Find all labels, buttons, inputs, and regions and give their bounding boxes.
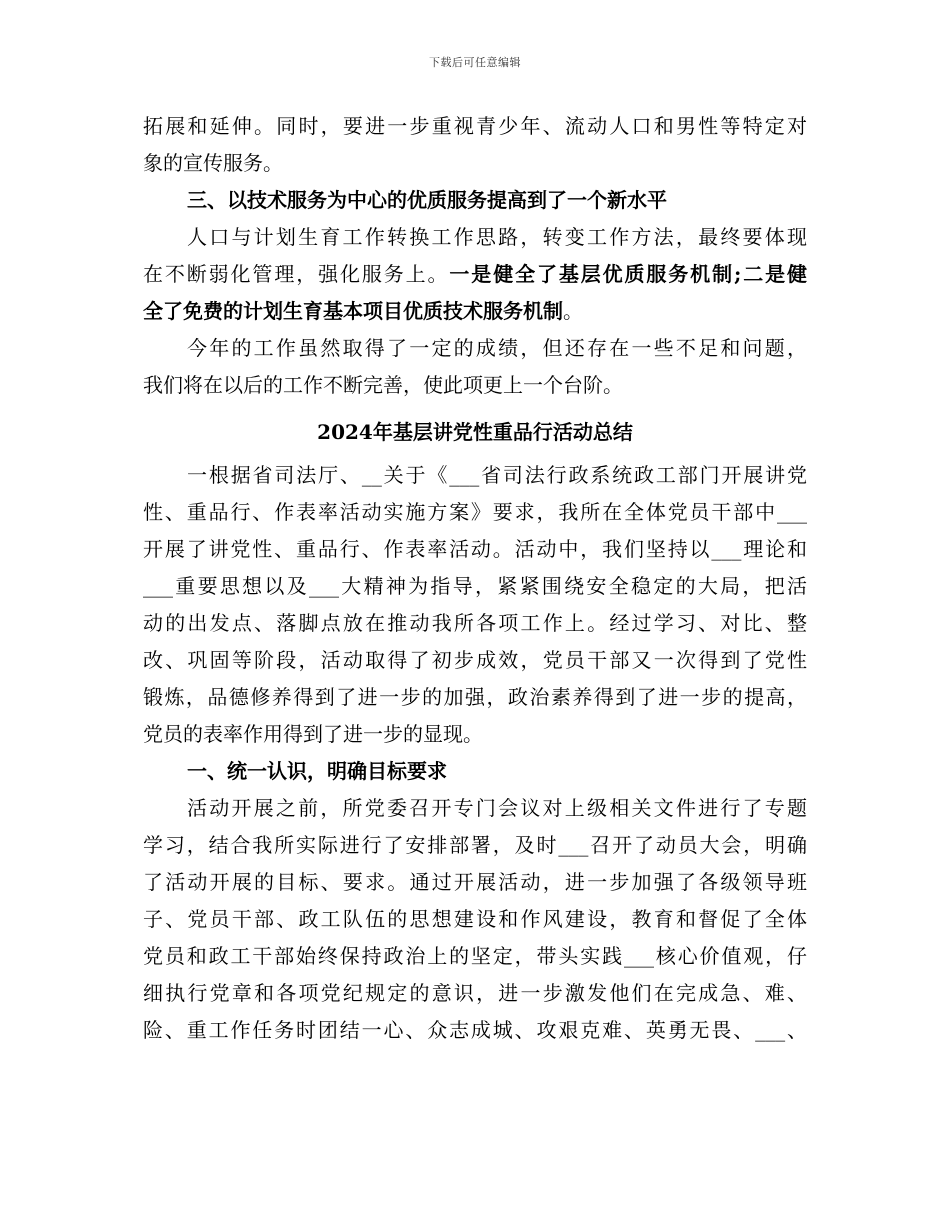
bold-text-span: 全了免费的计划生育基本项目优质技术服务机制 <box>143 299 563 323</box>
document-body <box>143 108 807 1049</box>
text-line: 人口与计划生育工作转换工作思路，转变工作方法，最终要体现 <box>187 225 807 249</box>
text-line: 锻炼，品德修养得到了进一步的加强，政治素养得到了进一步的提高， <box>143 685 807 709</box>
article-title: 2024年基层讲党性重品行活动总结 <box>317 420 633 444</box>
text-line: 了活动开展的目标、要求。通过开展活动，进一步加强了各级领导班 <box>143 870 807 894</box>
text-line: 子、党员干部、政工队伍的思想建设和作风建设，教育和督促了全体 <box>143 907 807 931</box>
text-line: 我们将在以后的工作不断完善，使此项更上一个台阶。 <box>143 373 623 397</box>
text-line: 拓展和延伸。同时，要进一步重视青少年、流动人口和男性等特定对 <box>143 114 807 138</box>
text-line: 活动开展之前，所党委召开专门会议对上级相关文件进行了专题 <box>187 796 807 820</box>
text-line: 学习，结合我所实际进行了安排部署，及时___召开了动员大会，明确 <box>143 833 807 857</box>
text-line: 细执行党章和各项党纪规定的意识，进一步激发他们在完成急、难、 <box>143 981 807 1005</box>
section-heading: 三、以技术服务为中心的优质服务提高到了一个新水平 <box>187 188 667 212</box>
page-header: 下载后可任意编辑 <box>429 56 521 69</box>
text-line: 党员和政工干部始终保持政治上的坚定，带头实践___核心价值观，仔 <box>143 944 807 968</box>
text-line: 象的宣传服务。 <box>143 151 283 175</box>
text-line-mixed <box>143 256 807 293</box>
text-line: 动的出发点、落脚点放在推动我所各项工作上。经过学习、对比、整 <box>143 611 807 635</box>
text-line: 险、重工作任务时团结一心、众志成城、攻艰克难、英勇无畏、___、 <box>143 1018 807 1042</box>
text-line: 今年的工作虽然取得了一定的成绩，但还存在一些不足和问题， <box>187 336 807 360</box>
text-line: 党员的表率作用得到了进一步的显现。 <box>143 722 483 746</box>
text-line: 改、巩固等阶段，活动取得了初步成效，党员干部又一次得到了党性 <box>143 648 807 672</box>
bold-text-span: 一是健全了基层优质服务机制;二是健 <box>449 262 807 286</box>
text-line: 开展了讲党性、重品行、作表率活动。活动中，我们坚持以___理论和 <box>143 537 807 561</box>
text-line: 一根据省司法厅、__关于《___省司法行政系统政工部门开展讲党 <box>187 463 807 487</box>
text-line-mixed <box>143 293 807 330</box>
text-line: 性、重品行、作表率活动实施方案》要求，我所在全体党员干部中___ <box>143 500 807 524</box>
text-line: ___重要思想以及___大精神为指导，紧紧围绕安全稳定的大局，把活 <box>143 574 807 598</box>
section-heading: 一、统一认识，明确目标要求 <box>187 759 447 783</box>
text-span: 在不断弱化管理，强化服务上。 <box>143 262 450 286</box>
text-span: 。 <box>563 299 583 323</box>
